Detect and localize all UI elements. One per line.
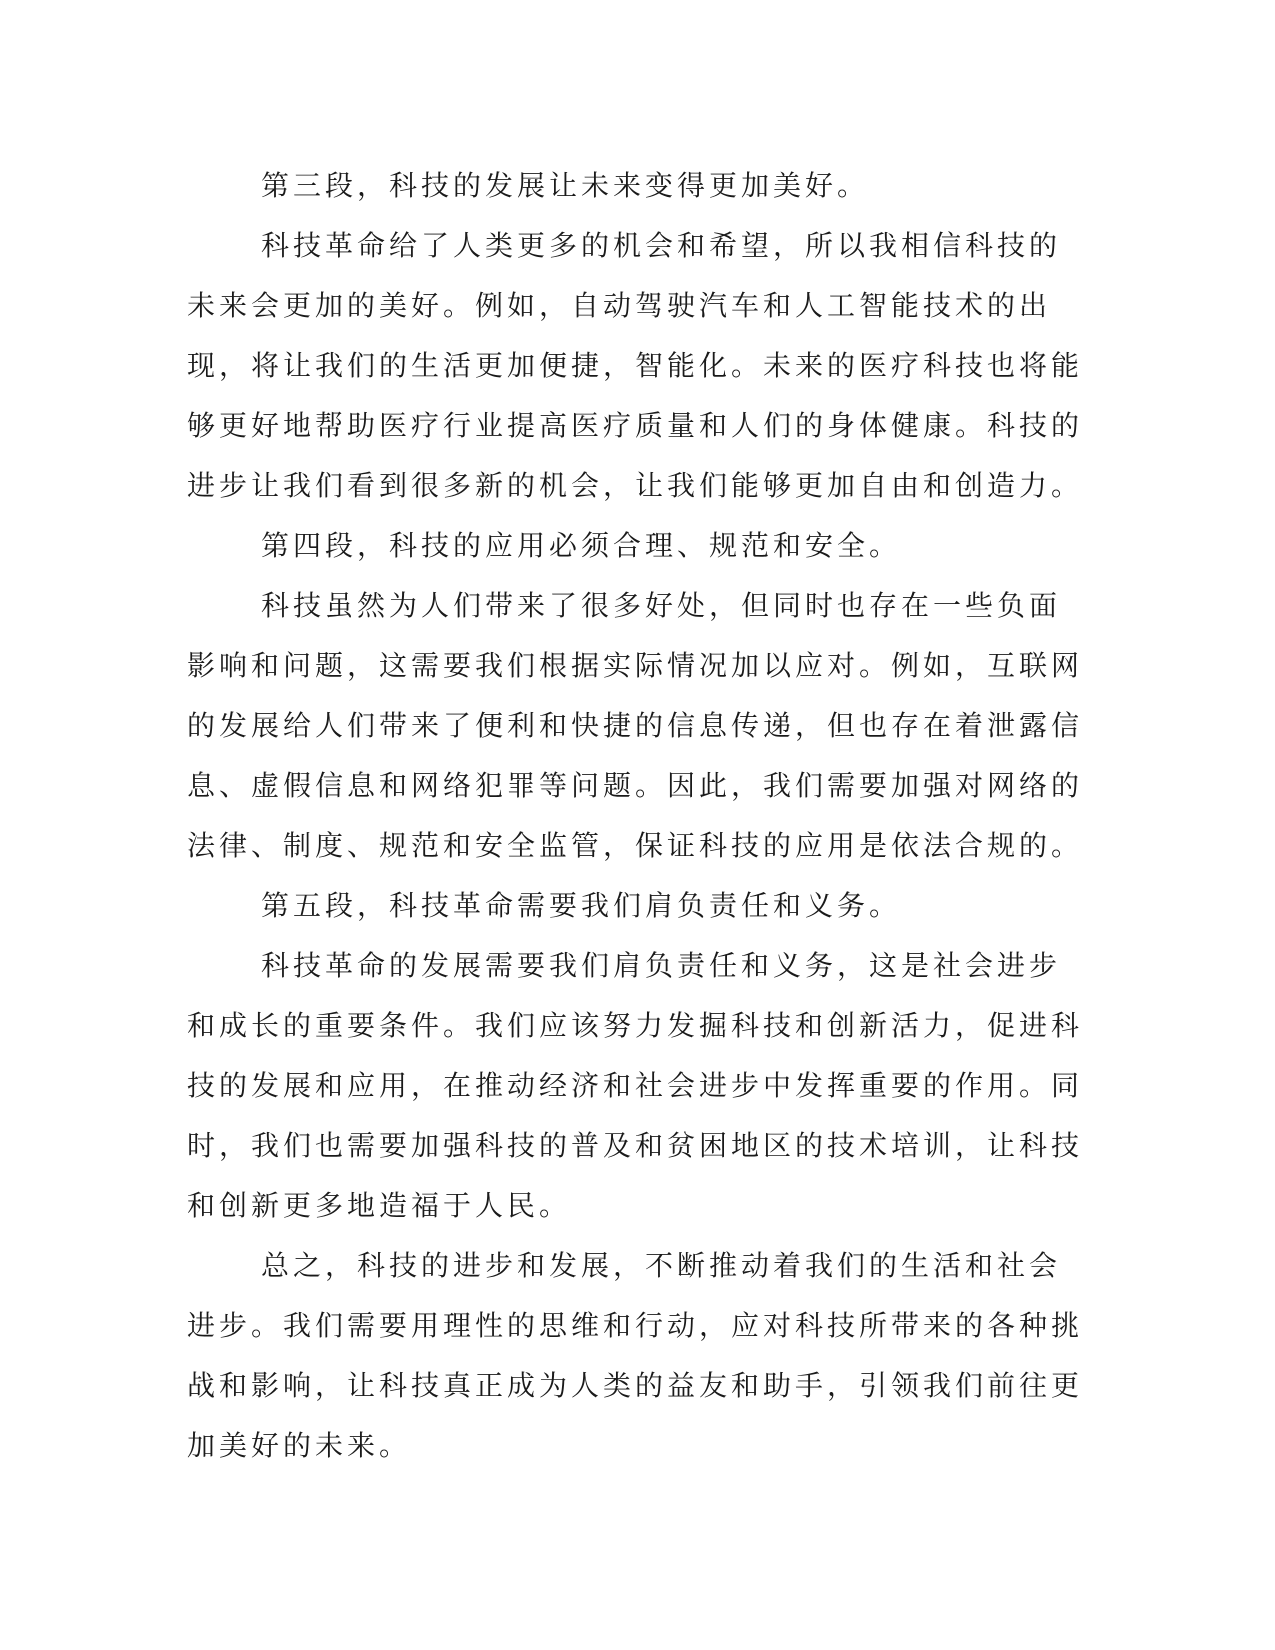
paragraph-section-four-body: 科技虽然为人们带来了很多好处，但同时也存在一些负面影响和问题，这需要我们根据实际情况加以应对。例如，互联网的发展给人们带来了便利和快捷的信息传递，但也存在着泄露信息、虚假信息和网络犯罪等问题。因此，我们需要加强对网络的法律、制度、规范和安全监管，保证科技的应用是依法合规的。 xyxy=(187,589,1084,862)
paragraph-section-five-body: 科技革命的发展需要我们肩负责任和义务，这是社会进步和成长的重要条件。我们应该努力发掘科技和创新活力，促进科技的发展和应用，在推动经济和社会进步中发挥重要的作用。同时，我们也需要加强科技的普及和贫困地区的技术培训，让科技和创新更多地造福于人民。 xyxy=(187,949,1084,1222)
paragraph-section-three-body: 科技革命给了人类更多的机会和希望，所以我相信科技的未来会更加的美好。例如，自动驾驶汽车和人工智能技术的出现，将让我们的生活更加便捷，智能化。未来的医疗科技也将能够更好地帮助医疗行业提高医疗质量和人们的身体健康。科技的进步让我们看到很多新的机会，让我们能够更加自由和创造力。 xyxy=(187,229,1084,502)
document-body xyxy=(187,156,1087,1476)
paragraph-section-four-heading: 第四段，科技的应用必须合理、规范和安全。 xyxy=(261,529,902,562)
paragraph-section-five-heading: 第五段，科技革命需要我们肩负责任和义务。 xyxy=(261,889,902,922)
paragraph-section-three-heading: 第三段，科技的发展让未来变得更加美好。 xyxy=(261,169,870,202)
paragraph-conclusion: 总之，科技的进步和发展，不断推动着我们的生活和社会进步。我们需要用理性的思维和行动，应对科技所带来的各种挑战和影响，让科技真正成为人类的益友和助手，引领我们前往更加美好的未来。 xyxy=(187,1249,1084,1462)
